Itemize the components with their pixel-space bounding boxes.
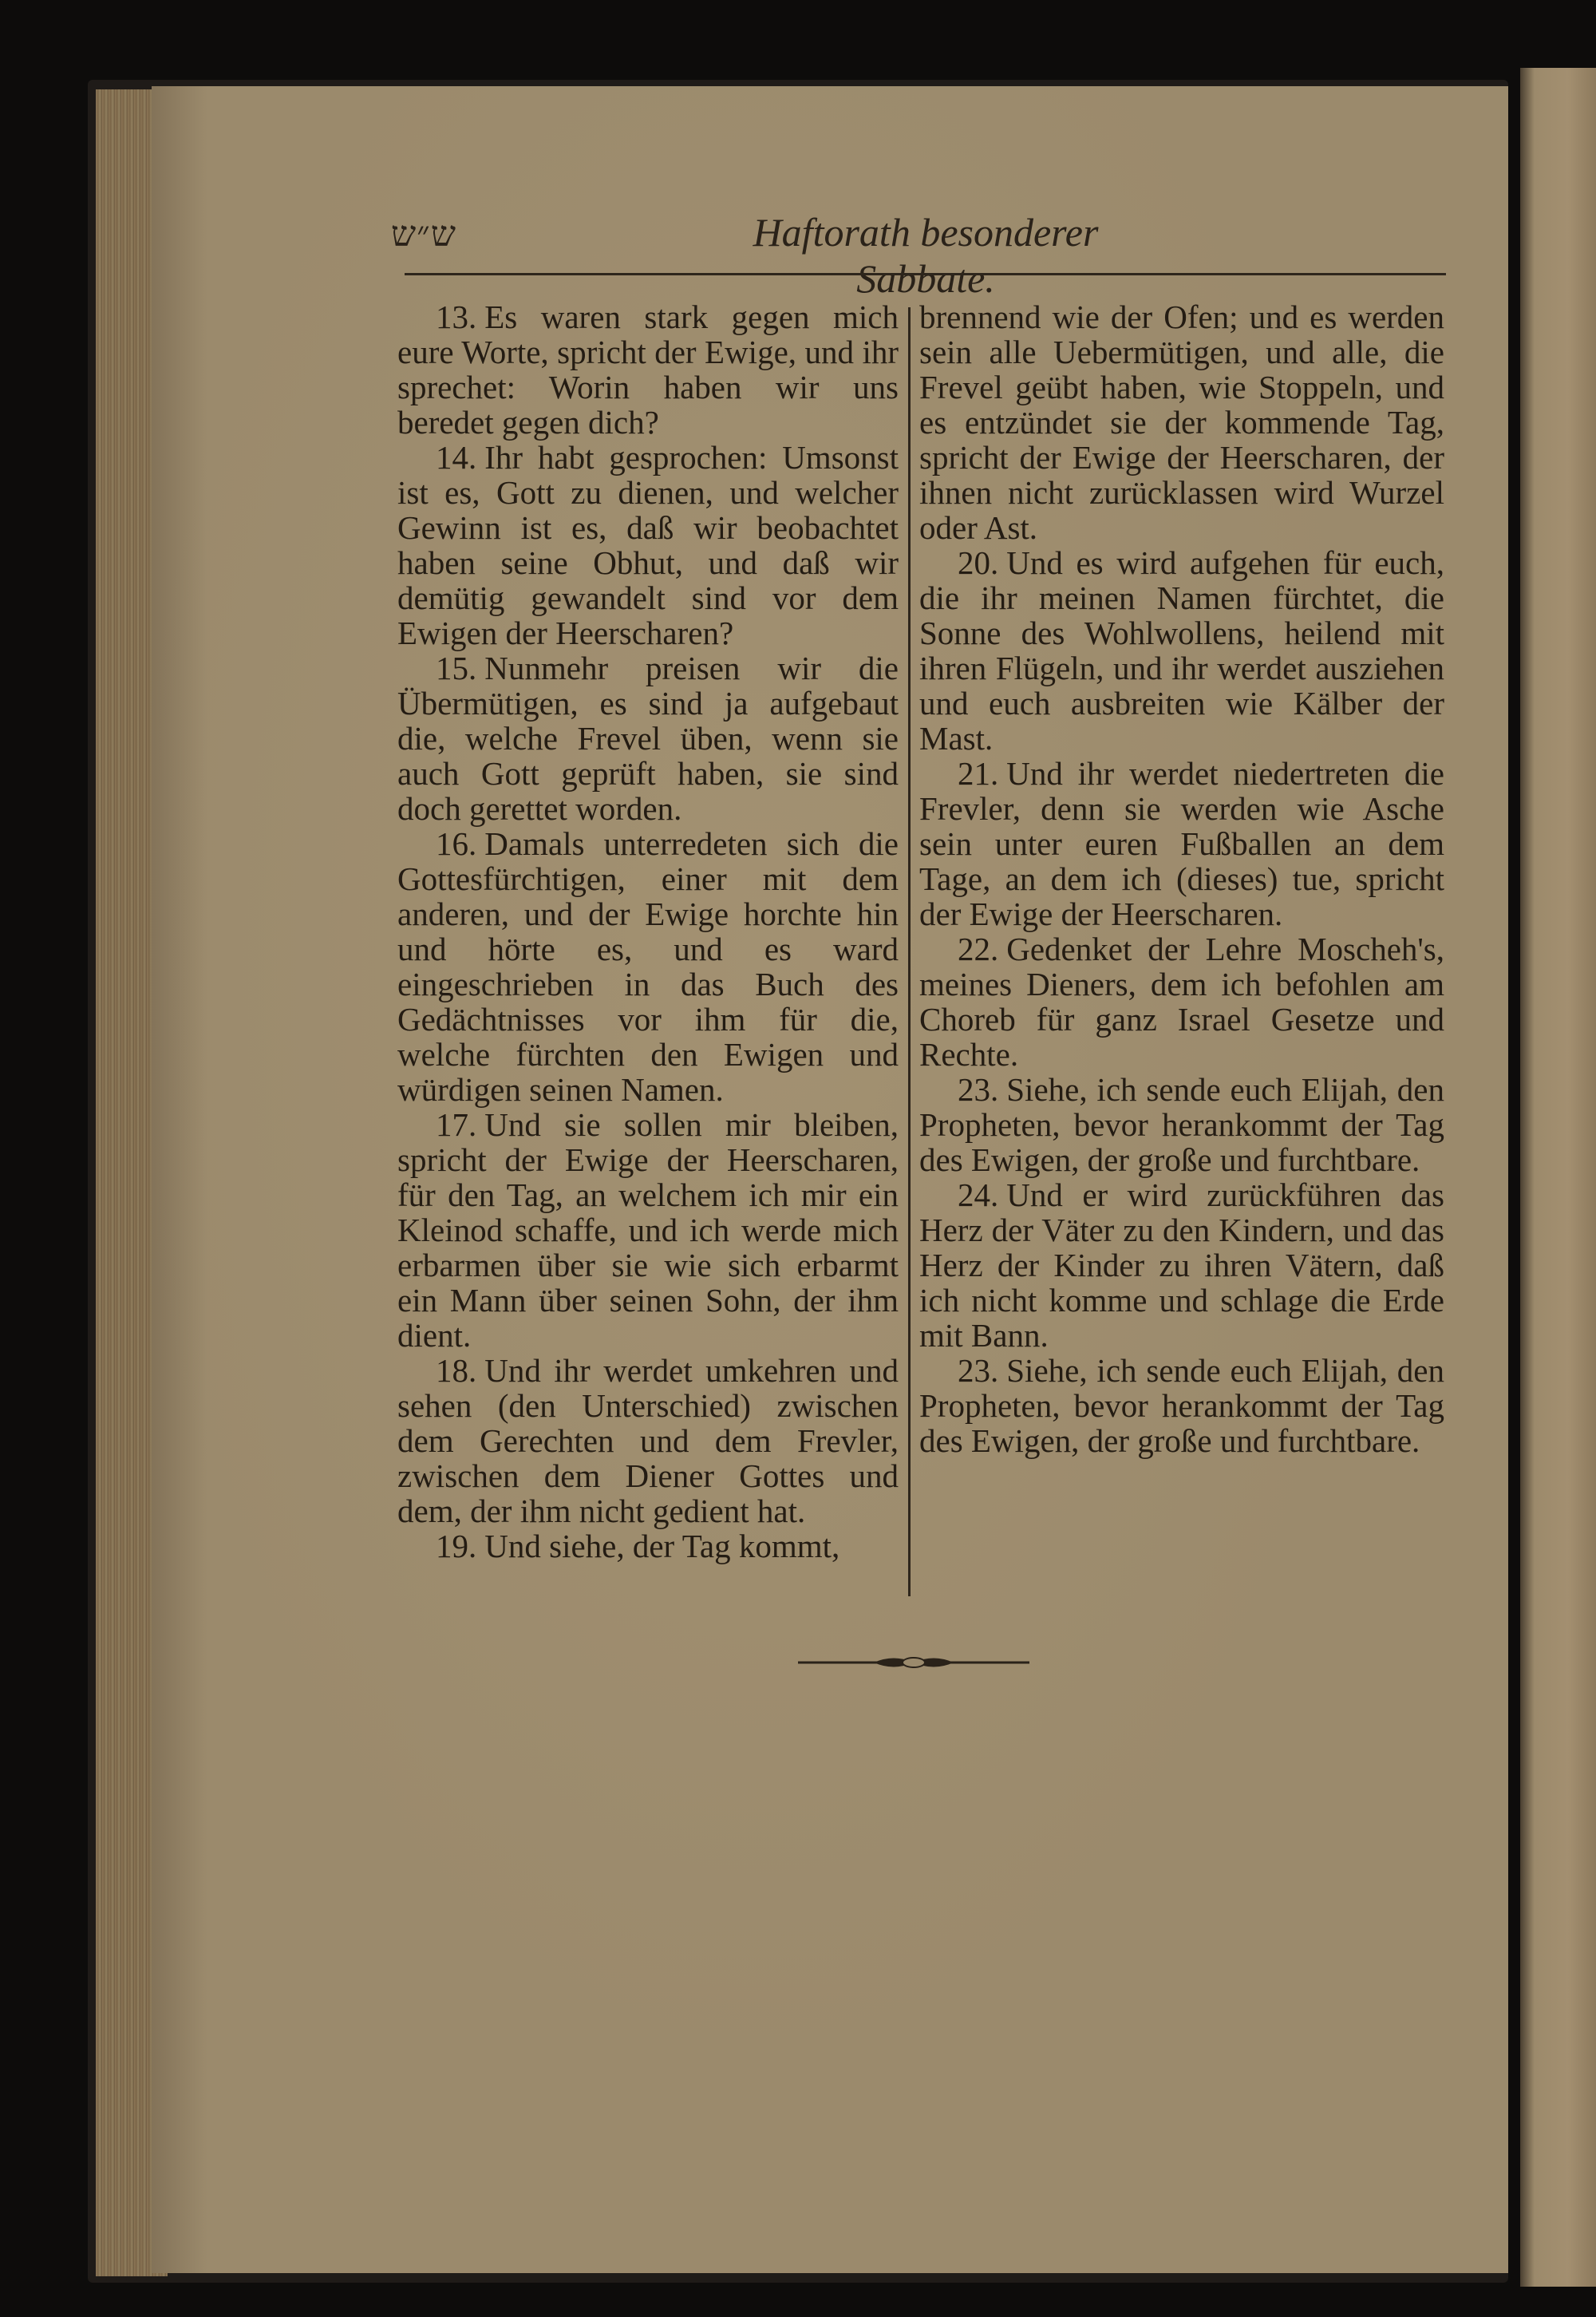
left-column	[397, 299, 899, 1564]
verse-text: Und ihr werdet niedertreten die Frevler, denn sie werden wie Asche sein unter euren Fußballen an dem Tage, an dem ich (dieses) tue, spricht der Ewige der Heerscharen.	[919, 755, 1444, 932]
verse-number: 15.	[436, 650, 477, 686]
verse-text: Ihr habt gesprochen: Umsonst ist es, Gott zu dienen, und welcher Gewinn ist es, daß wir beobachtet haben seine Obhut, und daß wir demütig gewandelt sind vor dem Ewigen der Heerscharen?	[397, 439, 899, 651]
verse	[919, 756, 1444, 931]
verse-number: 22.	[958, 931, 999, 967]
verse-text: Siehe, ich sende euch Elijah, den Propheten, bevor herankommt der Tag des Ewigen, der große und furchtbare.	[919, 1071, 1444, 1178]
verse-number: 23.	[958, 1071, 999, 1108]
verse-number: 16.	[436, 825, 477, 862]
verse-number: 24.	[958, 1176, 999, 1213]
verse	[397, 1107, 899, 1353]
right-column	[919, 299, 1444, 1458]
verse	[397, 440, 899, 650]
verse	[919, 545, 1444, 756]
end-ornament-icon	[798, 1652, 1029, 1673]
verse-number: 13.	[436, 299, 477, 335]
verse-number: 14.	[436, 439, 477, 476]
verse	[397, 299, 899, 440]
verse-text: Und es wird aufgehen für euch, die ihr meinen Namen fürchtet, die Sonne des Wohlwollens, heilend mit ihren Flügeln, und ihr werdet ausziehen und euch ausbreiten wie Kälber der Mast.	[919, 544, 1444, 757]
verse-text: Siehe, ich sende euch Elijah, den Propheten, bevor herankommt der Tag des Ewigen, der große und furchtbare.	[919, 1352, 1444, 1459]
verse-number: 23.	[958, 1352, 999, 1389]
verse	[397, 826, 899, 1107]
verse-text: Nunmehr preisen wir die Übermütigen, es sind ja aufgebaut die, welche Frevel üben, wenn sie auch Gott geprüft haben, sie sind doch gerettet worden.	[397, 650, 899, 827]
facing-page-edge	[1520, 68, 1596, 2287]
header-rule	[405, 273, 1446, 275]
verse-text: Gedenket der Lehre Moscheh's, meines Dieners, dem ich befohlen am Choreb für ganz Israel Gesetze und Rechte.	[919, 931, 1444, 1073]
verse	[397, 1528, 899, 1564]
verse-text: Und ihr werdet umkehren und sehen (den Unterschied) zwischen dem Gerechten und dem Frevler, zwischen dem Diener Gottes und dem, der ihm nicht gedient hat.	[397, 1352, 899, 1529]
verse-text: Damals unterredeten sich die Gottesfürchtigen, einer mit dem anderen, und der Ewige horchte hin und hörte es, und es ward eingeschrieben in das Buch des Gedächtnisses vor ihm für die, welche fürchten den Ewigen und würdigen seinen Namen.	[397, 825, 899, 1108]
verse-text: brennend wie der Ofen; und es werden sein alle Uebermütigen, und alle, die Frevel geübt haben, wie Stoppeln, und es entzündet sie der kommende Tag, spricht der Ewige der Heerscharen, der ihnen nicht zurücklassen wird Wurzel oder Ast.	[919, 299, 1444, 546]
verse-text: Und sie sollen mir bleiben, spricht der Ewige der Heerscharen, für den Tag, an welchem ich mir ein Kleinod schaffe, und ich werde mich erbarmen über sie wie sich erbarmt ein Mann über seinen Sohn, der ihm dient.	[397, 1106, 899, 1354]
verse	[397, 1353, 899, 1528]
verse	[397, 650, 899, 826]
verse-continuation	[919, 299, 1444, 545]
verse-number: 18.	[436, 1352, 477, 1389]
verse-number: 21.	[958, 755, 999, 792]
verse	[919, 1072, 1444, 1177]
verse-number: 17.	[436, 1106, 477, 1143]
verse	[919, 1177, 1444, 1353]
page-number: ש״ש	[391, 215, 457, 254]
verse	[919, 1353, 1444, 1458]
running-title: Haftorath besonderer Sabbate.	[753, 210, 1099, 301]
verse	[919, 931, 1444, 1072]
verse-text: Und er wird zurückführen das Herz der Väter zu den Kindern, und das Herz der Kinder zu ihren Vätern, daß ich nicht komme und schlage die Erde mit Bann.	[919, 1176, 1444, 1354]
column-divider	[908, 307, 911, 1596]
verse-text: Es waren stark gegen mich eure Worte, spricht der Ewige, und ihr sprechet: Worin haben wir uns beredet gegen dich?	[397, 299, 899, 441]
verse-number: 20.	[958, 544, 999, 581]
verse-text: Und siehe, der Tag kommt,	[484, 1528, 840, 1564]
verse-number: 19.	[436, 1528, 477, 1564]
